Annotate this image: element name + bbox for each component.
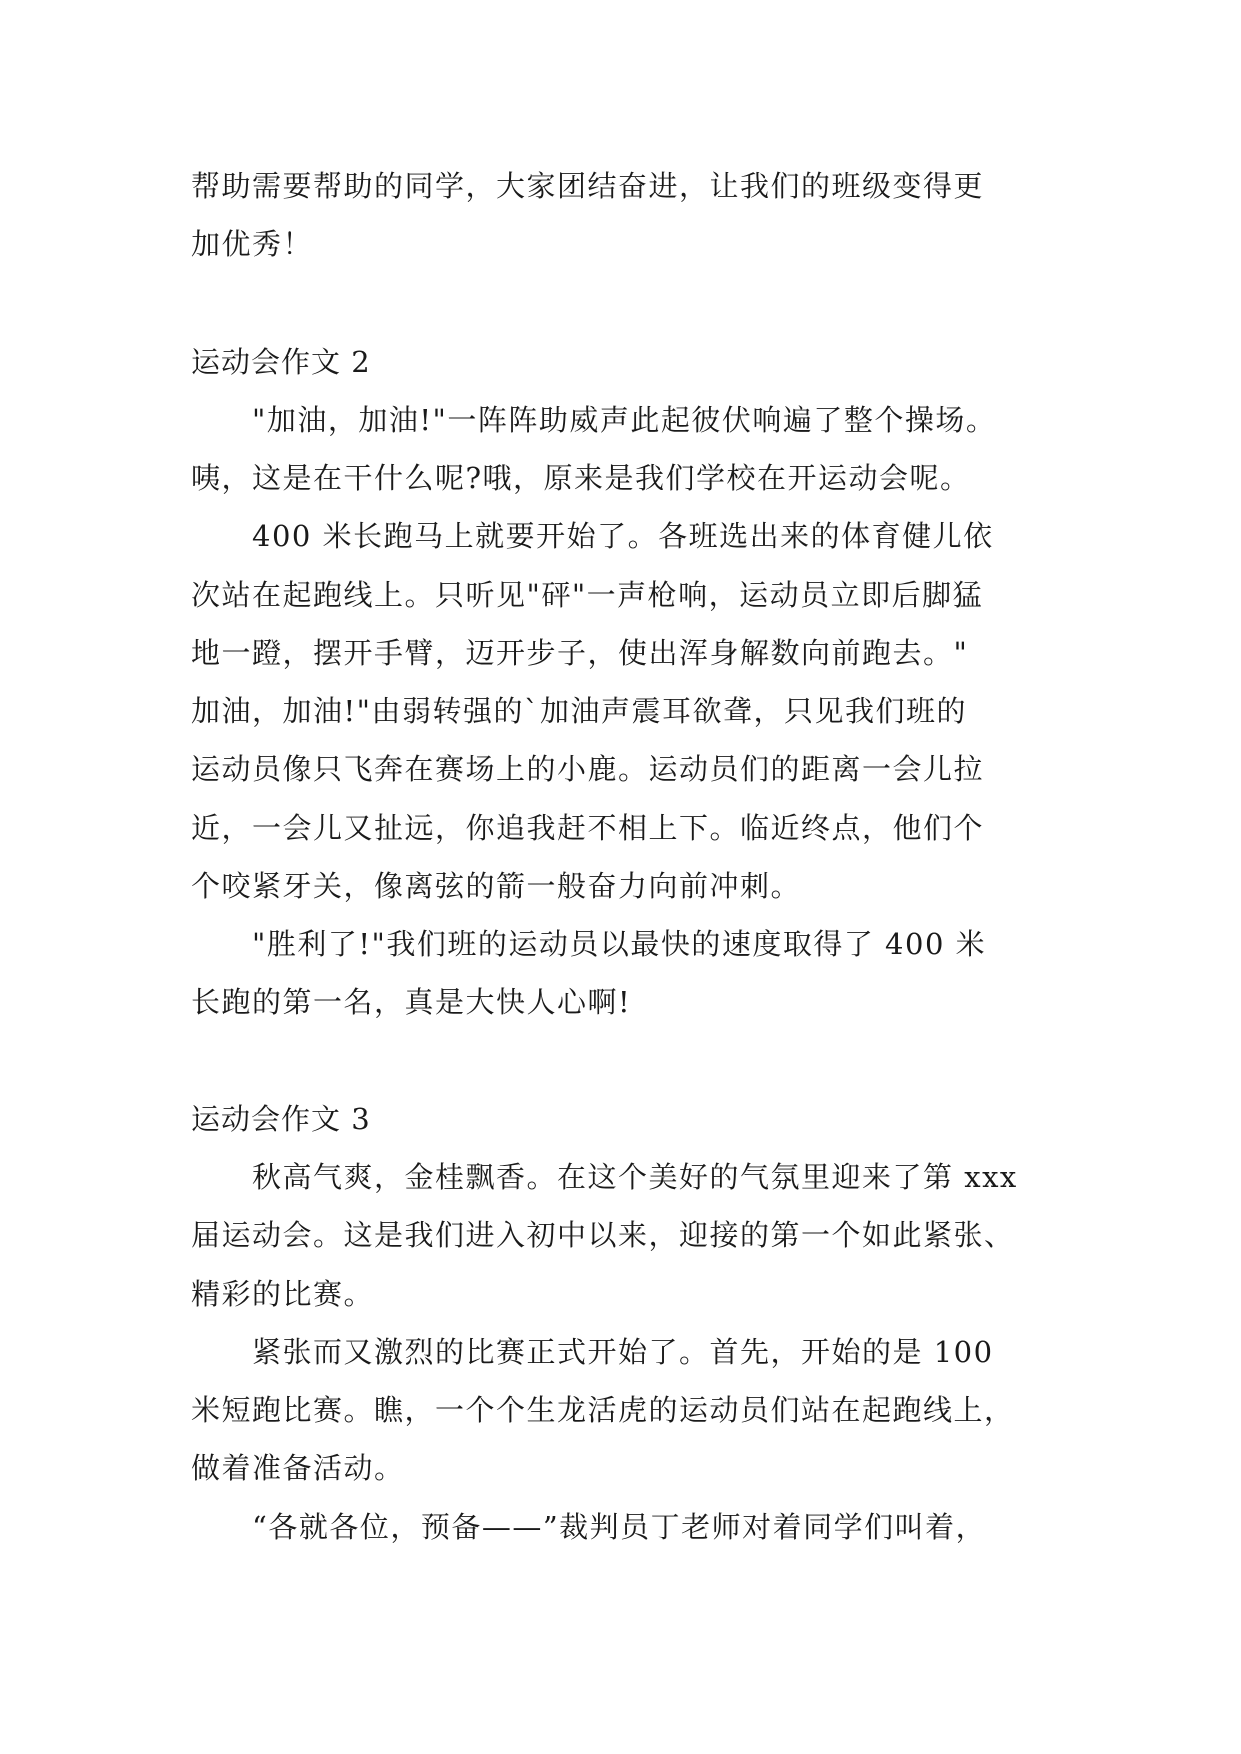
line-text: 做着准备活动。 <box>191 1451 405 1485</box>
paragraph-line <box>0 808 1241 848</box>
line-text: 秋高气爽，金桂飘香。在这个美好的气氛里迎来了第 xxx <box>252 1160 1018 1194</box>
paragraph-line <box>0 982 1241 1022</box>
line-text: 运动员像只飞奔在赛场上的小鹿。运动员们的距离一会儿拉 <box>191 752 985 786</box>
line-text: “各就各位，预备——”裁判员丁老师对着同学们叫着， <box>252 1510 987 1544</box>
paragraph-line <box>0 866 1241 906</box>
paragraph-line <box>0 1157 1241 1197</box>
paragraph-line <box>0 749 1241 789</box>
line-text: 加油，加油!"由弱转强的`加油声震耳欲聋，只见我们班的 <box>191 694 967 728</box>
line-text: 次站在起跑线上。只听见"砰"一声枪响，运动员立即后脚猛 <box>191 578 984 612</box>
line-text: 近，一会儿又扯远，你追我赶不相上下。临近终点，他们个 <box>191 811 985 845</box>
paragraph-line <box>0 575 1241 615</box>
section-heading: 运动会作文 3 <box>191 1102 371 1136</box>
paragraph-line <box>0 458 1241 498</box>
paragraph-line <box>0 224 1241 264</box>
line-text: 地一蹬，摆开手臂，迈开步子，使出浑身解数向前跑去。" <box>191 636 969 670</box>
line-text: 加优秀！ <box>191 227 314 261</box>
paragraph-line <box>0 1390 1241 1430</box>
paragraph-line <box>0 166 1241 206</box>
paragraph-line <box>0 924 1241 964</box>
paragraph-line <box>0 400 1241 440</box>
section-heading: 运动会作文 2 <box>191 345 371 379</box>
line-text: 长跑的第一名，真是大快人心啊! <box>191 985 632 1019</box>
line-text: 帮助需要帮助的同学，大家团结奋进，让我们的班级变得更 <box>191 169 985 203</box>
line-text: 届运动会。这是我们进入初中以来，迎接的第一个如此紧张、 <box>191 1218 1015 1252</box>
paragraph-line <box>0 1215 1241 1255</box>
paragraph-line <box>0 1332 1241 1372</box>
paragraph-line <box>0 633 1241 673</box>
paragraph-line <box>0 1448 1241 1488</box>
paragraph-line <box>0 691 1241 731</box>
line-text: 400 米长跑马上就要开始了。各班选出来的体育健儿依 <box>252 519 994 553</box>
line-text: "加油，加油!"一阵阵助威声此起彼伏响遍了整个操场。 <box>252 403 997 437</box>
line-text: 精彩的比赛。 <box>191 1277 375 1311</box>
paragraph-line <box>0 1274 1241 1314</box>
line-text: "胜利了!"我们班的运动员以最快的速度取得了 400 米 <box>252 927 987 961</box>
line-text: 紧张而又激烈的比赛正式开始了。首先，开始的是 100 <box>252 1335 994 1369</box>
line-text: 个咬紧牙关，像离弦的箭一般奋力向前冲刺。 <box>191 869 802 903</box>
paragraph-line <box>0 1507 1241 1547</box>
paragraph-line <box>0 516 1241 556</box>
line-text: 咦，这是在干什么呢?哦，原来是我们学校在开运动会呢。 <box>191 461 971 495</box>
line-text: 米短跑比赛。瞧，一个个生龙活虎的运动员们站在起跑线上， <box>191 1393 1015 1427</box>
